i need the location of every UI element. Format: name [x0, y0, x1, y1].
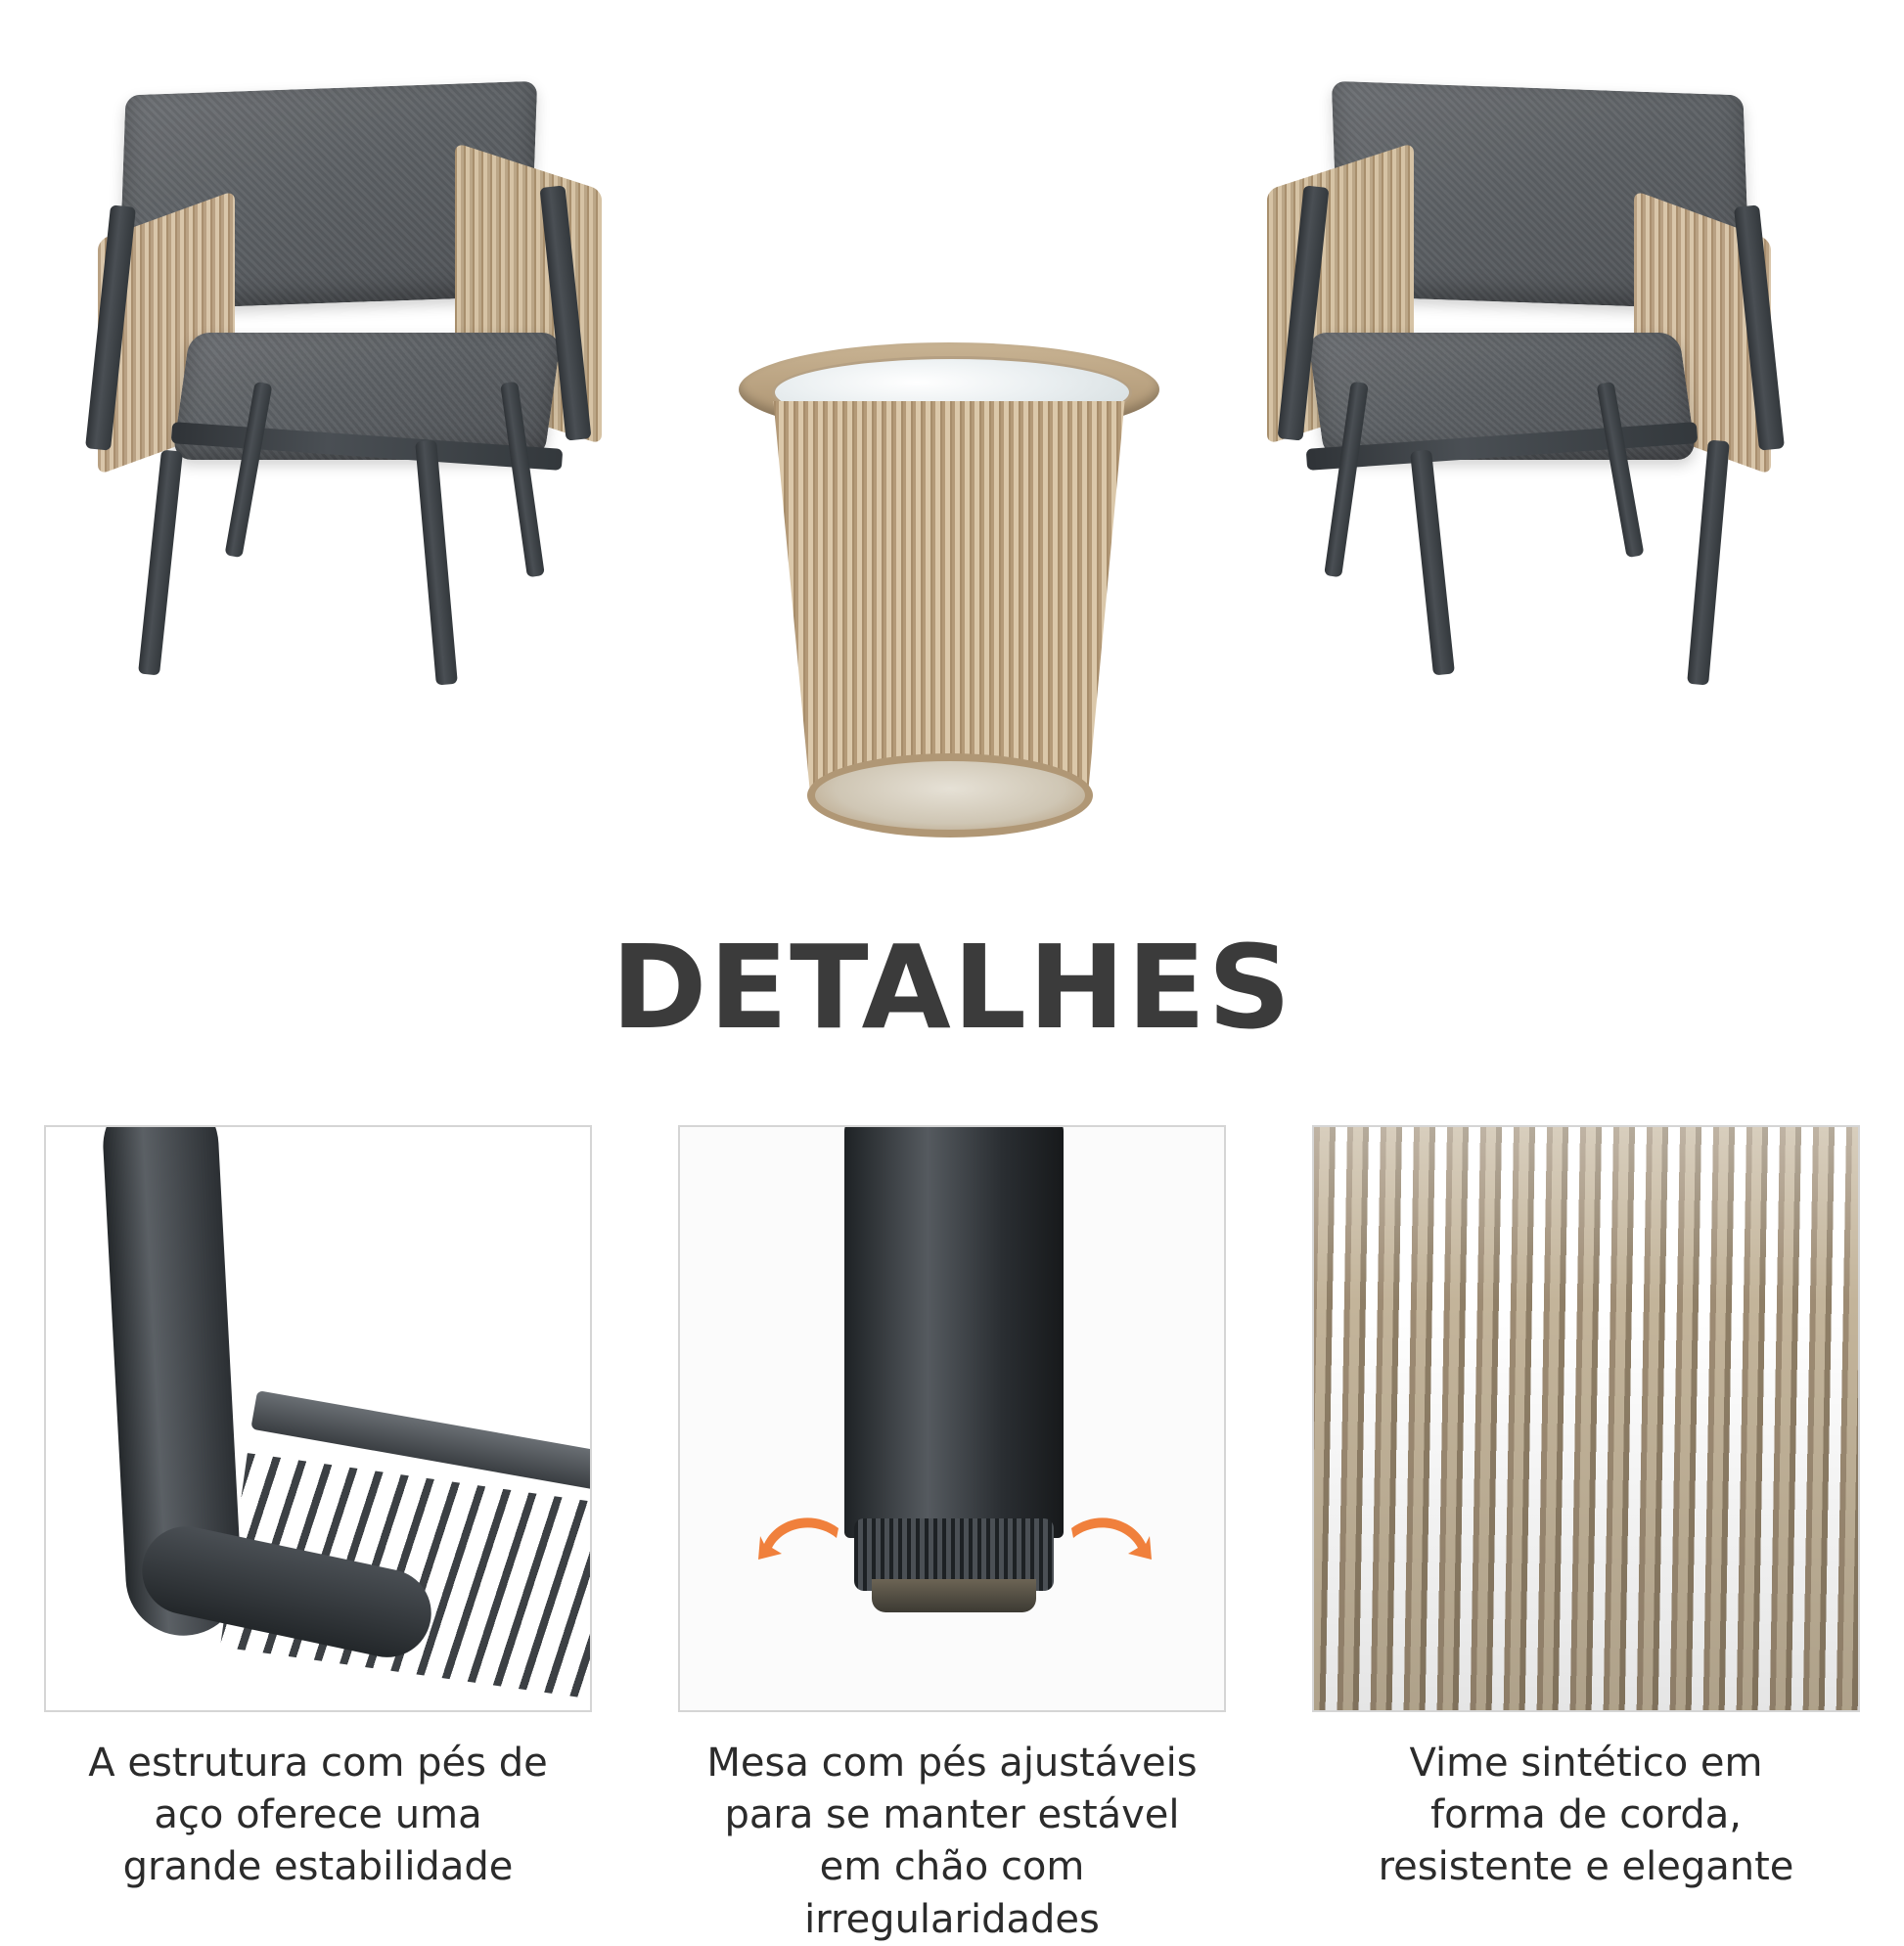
- caption-line: grande estabilidade: [122, 1844, 514, 1890]
- details-row: [0, 1125, 1904, 1946]
- leg-front-right: [415, 440, 458, 686]
- detail-caption-3: [1312, 1738, 1860, 1894]
- leg-front-right: [1410, 449, 1455, 675]
- caption-line: resistente e elegante: [1378, 1844, 1794, 1890]
- detail-caption-2: [678, 1738, 1226, 1946]
- rope-sheen: [1314, 1127, 1858, 1710]
- table-leg: [844, 1125, 1064, 1538]
- detail-card-1: [44, 1125, 592, 1946]
- detail-photo-synthetic-wicker: [1312, 1125, 1860, 1712]
- side-table: [739, 342, 1159, 871]
- detail-caption-1: [44, 1738, 592, 1894]
- caption-line: A estrutura com pés de: [88, 1741, 548, 1786]
- caption-line: para se manter estável: [724, 1792, 1180, 1838]
- product-hero: [0, 0, 1904, 910]
- rotate-arrow-left-icon: [758, 1511, 846, 1579]
- detail-card-2: [678, 1125, 1226, 1946]
- caption-line: Vime sintético em: [1409, 1741, 1763, 1786]
- caption-line: Mesa com pés ajustáveis: [706, 1741, 1198, 1786]
- section-title: DETALHES: [611, 920, 1293, 1055]
- detail-card-3: [1312, 1125, 1860, 1946]
- caption-line: aço oferece uma: [154, 1792, 482, 1838]
- rotate-arrow-right-icon: [1064, 1511, 1152, 1579]
- armchair-right: [1228, 59, 1835, 841]
- table-base-shelf: [807, 753, 1093, 837]
- detail-photo-adjustable-foot: [678, 1125, 1226, 1712]
- detail-photo-steel-frame: [44, 1125, 592, 1712]
- table-rope-body: [766, 401, 1132, 792]
- leg-front-left: [138, 449, 183, 675]
- leg-front-left: [1687, 440, 1730, 686]
- foot-pad: [872, 1579, 1036, 1612]
- caption-line: em chão com irregularidades: [804, 1844, 1100, 1942]
- armchair-left: [93, 59, 700, 841]
- caption-line: forma de corda,: [1429, 1792, 1743, 1838]
